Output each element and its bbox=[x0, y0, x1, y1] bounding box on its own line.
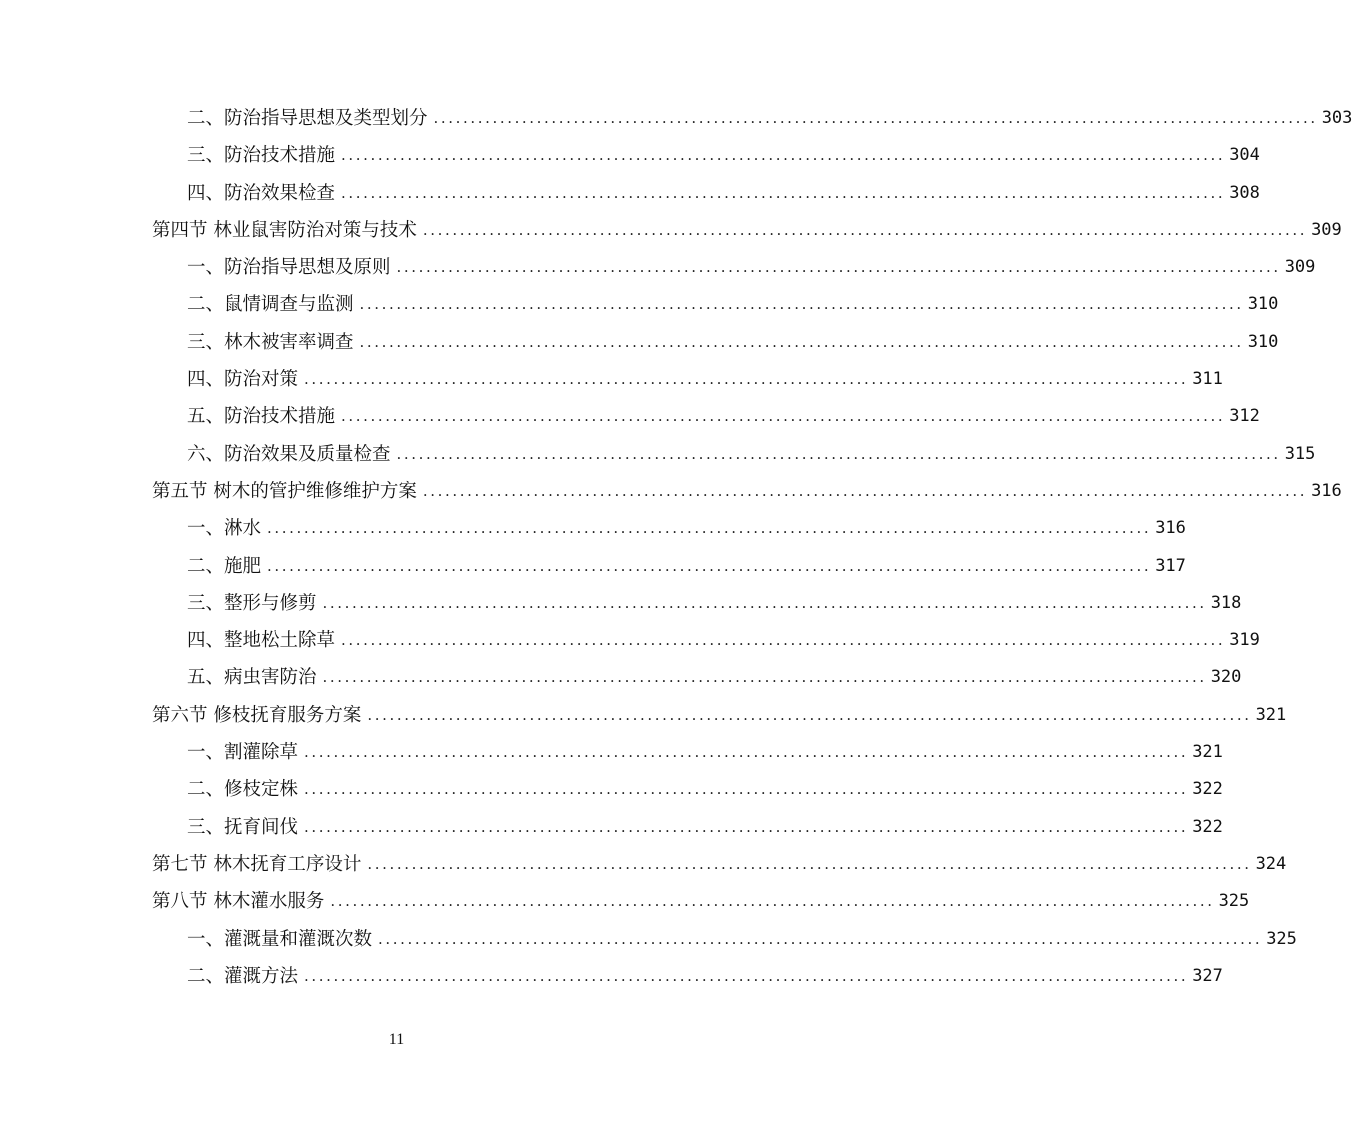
toc-entry[interactable] bbox=[0, 324, 1279, 361]
toc-section-entry[interactable] bbox=[0, 846, 1287, 883]
toc-entry-page-number: 308 bbox=[1229, 182, 1260, 203]
dot-leader: ........................................................................................................................ bbox=[396, 444, 1281, 463]
dot-leader: ........................................................................................................................ bbox=[378, 929, 1263, 948]
toc-entry-title: 六、防治效果及质量检查 bbox=[187, 443, 391, 465]
toc-entry-title: 第四节 林业鼠害防治对策与技术 bbox=[152, 219, 417, 241]
toc-entry-title: 五、病虫害防治 bbox=[187, 667, 317, 689]
toc-entry-title: 二、灌溉方法 bbox=[187, 965, 299, 987]
toc-entry-page-number: 310 bbox=[1247, 331, 1279, 352]
toc-entry-title: 第五节 树木的管护维修维护方案 bbox=[152, 480, 417, 502]
toc-entry-page-number: 304 bbox=[1229, 145, 1260, 166]
toc-entry-title: 三、林木被害率调查 bbox=[187, 331, 354, 353]
toc-entry-page-number: 325 bbox=[1266, 928, 1297, 949]
toc-entry[interactable] bbox=[0, 361, 1223, 398]
dot-leader: ........................................................................................................................ bbox=[422, 481, 1308, 500]
toc-entry-page-number: 321 bbox=[1192, 742, 1223, 763]
dot-leader: ........................................................................................................................ bbox=[267, 519, 1152, 538]
toc-entry[interactable] bbox=[0, 510, 1186, 547]
toc-entry-title: 二、鼠情调查与监测 bbox=[187, 294, 354, 316]
dot-leader: ........................................................................................................................ bbox=[304, 780, 1189, 799]
page-number: 11 bbox=[388, 1031, 405, 1048]
toc-entry[interactable] bbox=[0, 921, 1297, 958]
dot-leader: ........................................................................................................................ bbox=[322, 668, 1207, 687]
toc-entry[interactable] bbox=[0, 809, 1223, 846]
toc-entry[interactable] bbox=[0, 137, 1260, 174]
toc-entry-page-number: 316 bbox=[1311, 480, 1342, 501]
table-of-contents bbox=[0, 100, 1352, 995]
toc-entry[interactable] bbox=[0, 771, 1223, 808]
toc-entry-page-number: 315 bbox=[1284, 443, 1316, 464]
toc-entry-title: 二、修枝定株 bbox=[187, 779, 299, 801]
toc-entry-page-number: 303 bbox=[1321, 108, 1352, 128]
dot-leader: ........................................................................................................................ bbox=[396, 258, 1281, 277]
dot-leader: ........................................................................................................................ bbox=[367, 705, 1252, 724]
toc-entry-title: 四、整地松土除草 bbox=[187, 630, 336, 652]
toc-entry[interactable] bbox=[0, 548, 1186, 585]
toc-entry-page-number: 322 bbox=[1192, 816, 1223, 837]
toc-entry-title: 第八节 林木灌水服务 bbox=[152, 891, 325, 913]
toc-entry[interactable] bbox=[0, 585, 1242, 622]
toc-entry-page-number: 312 bbox=[1229, 406, 1260, 427]
toc-entry-title: 二、防治指导思想及类型划分 bbox=[187, 108, 428, 129]
toc-entry[interactable] bbox=[0, 958, 1223, 995]
toc-entry-page-number: 309 bbox=[1284, 257, 1316, 278]
toc-entry[interactable] bbox=[0, 175, 1260, 212]
toc-entry-page-number: 318 bbox=[1210, 592, 1242, 613]
toc-entry[interactable] bbox=[0, 734, 1223, 771]
toc-entry-title: 三、整形与修剪 bbox=[187, 592, 317, 614]
toc-entry-page-number: 317 bbox=[1155, 555, 1186, 576]
dot-leader: ........................................................................................................................ bbox=[341, 183, 1226, 202]
toc-entry-title: 一、淋水 bbox=[187, 518, 262, 540]
toc-entry[interactable] bbox=[0, 659, 1242, 696]
dot-leader: ........................................................................................................................ bbox=[304, 817, 1189, 836]
dot-leader: ........................................................................................................................ bbox=[341, 146, 1226, 165]
toc-section-entry[interactable] bbox=[0, 697, 1287, 734]
dot-leader: ........................................................................................................................ bbox=[341, 407, 1226, 426]
dot-leader: ........................................................................................................................ bbox=[359, 295, 1244, 314]
toc-entry[interactable] bbox=[0, 436, 1316, 473]
toc-entry[interactable] bbox=[0, 286, 1279, 323]
dot-leader: ........................................................................................................................ bbox=[304, 966, 1189, 985]
toc-entry-page-number: 322 bbox=[1192, 779, 1223, 800]
toc-entry[interactable] bbox=[0, 622, 1260, 659]
dot-leader: ........................................................................................................................ bbox=[304, 370, 1189, 389]
dot-leader: ........................................................................................................................ bbox=[422, 220, 1308, 239]
toc-entry-title: 四、防治效果检查 bbox=[187, 182, 336, 204]
toc-entry-page-number: 324 bbox=[1255, 853, 1287, 874]
toc-section-entry[interactable] bbox=[0, 883, 1250, 920]
toc-entry-page-number: 327 bbox=[1192, 965, 1223, 986]
toc-entry-page-number: 319 bbox=[1229, 630, 1260, 651]
toc-entry[interactable] bbox=[0, 398, 1260, 435]
toc-entry-title: 三、抚育间伐 bbox=[187, 816, 299, 838]
toc-entry[interactable] bbox=[0, 100, 1352, 137]
dot-leader: ........................................................................................................................ bbox=[341, 631, 1226, 650]
toc-entry-title: 第七节 林木抚育工序设计 bbox=[152, 853, 362, 875]
toc-entry-title: 三、防治技术措施 bbox=[187, 145, 336, 167]
toc-entry-page-number: 320 bbox=[1210, 667, 1242, 688]
toc-entry-title: 一、割灌除草 bbox=[187, 742, 299, 764]
toc-section-entry[interactable] bbox=[0, 473, 1342, 510]
dot-leader: ........................................................................................................................ bbox=[322, 593, 1207, 612]
toc-entry-page-number: 321 bbox=[1255, 704, 1287, 725]
dot-leader: ........................................................................................................................ bbox=[267, 556, 1152, 575]
toc-entry-title: 一、防治指导思想及原则 bbox=[187, 257, 391, 279]
toc-entry-page-number: 310 bbox=[1247, 294, 1279, 315]
dot-leader: ........................................................................................................................ bbox=[304, 743, 1189, 762]
toc-entry-title: 一、灌溉量和灌溉次数 bbox=[187, 928, 373, 950]
dot-leader: ........................................................................................................................ bbox=[367, 854, 1252, 873]
toc-entry-page-number: 316 bbox=[1155, 518, 1186, 539]
dot-leader: ........................................................................................................................ bbox=[433, 109, 1318, 127]
toc-entry-title: 五、防治技术措施 bbox=[187, 406, 336, 428]
toc-entry-page-number: 311 bbox=[1192, 369, 1223, 390]
toc-entry-page-number: 325 bbox=[1218, 891, 1250, 912]
dot-leader: ........................................................................................................................ bbox=[359, 332, 1244, 351]
toc-entry-page-number: 309 bbox=[1311, 219, 1342, 240]
toc-entry[interactable] bbox=[0, 249, 1316, 286]
toc-entry-title: 四、防治对策 bbox=[187, 369, 299, 391]
toc-entry-title: 第六节 修枝抚育服务方案 bbox=[152, 704, 362, 726]
dot-leader: ........................................................................................................................ bbox=[330, 892, 1215, 911]
toc-section-entry[interactable] bbox=[0, 212, 1342, 249]
toc-entry-title: 二、施肥 bbox=[187, 555, 262, 577]
